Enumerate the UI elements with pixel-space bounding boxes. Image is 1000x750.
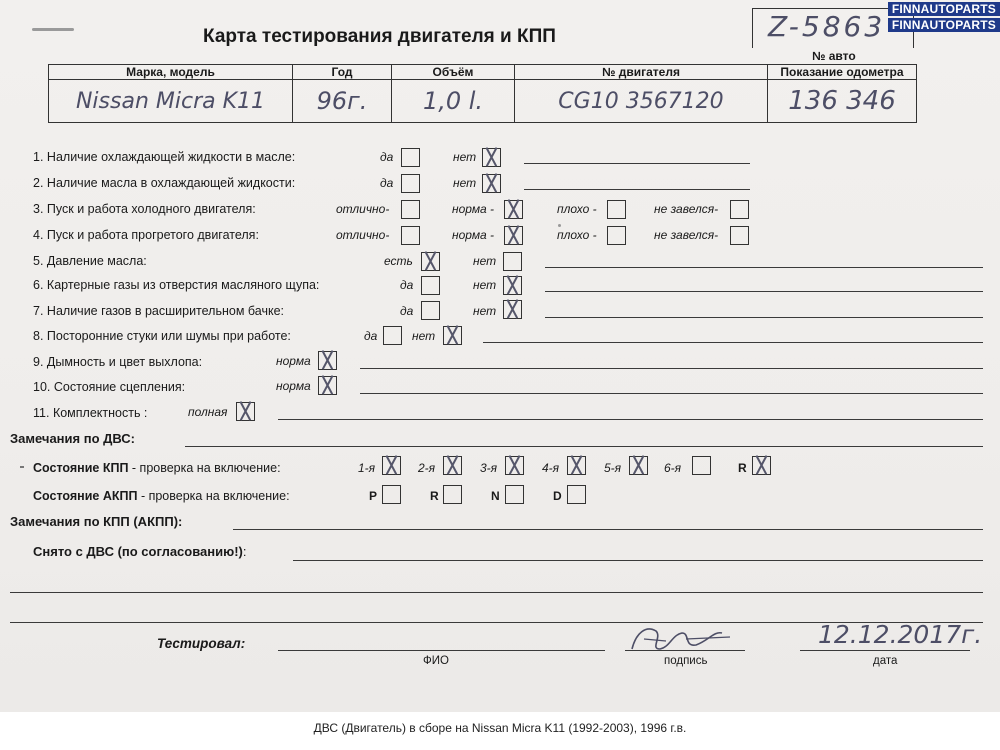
item-6-da-checkbox[interactable] <box>421 276 440 295</box>
item-11-notes-line <box>278 419 983 420</box>
dvs-remarks-line <box>185 446 983 447</box>
akpp-p-label: P <box>369 489 378 503</box>
gear-6-label: 6-я <box>664 461 682 475</box>
vehicle-info-table <box>48 64 917 123</box>
item-1-da-label: да <box>380 150 394 164</box>
watermark-line-1: FINNAUTOPARTS <box>888 2 1000 16</box>
item-11-polnaya-checkbox[interactable] <box>236 402 255 421</box>
fio-label: ФИО <box>423 655 449 667</box>
item-1: 1. Наличие охлаждающей жидкости в масле: <box>33 150 296 164</box>
item-4-ne-zavelsya-label: не завелся- <box>654 228 719 242</box>
gear-5-checkbox[interactable] <box>629 456 648 475</box>
item-8-da-label: да <box>364 329 378 343</box>
item-5-notes-line <box>545 267 983 268</box>
akpp-p-checkbox[interactable] <box>382 485 401 504</box>
item-9-norma-label: норма <box>276 354 311 368</box>
akpp-state-label: Состояние АКПП - проверка на включение: <box>33 489 290 503</box>
item-3-norma-label: норма - <box>452 202 495 216</box>
item-6-da-label: да <box>400 278 414 292</box>
akpp-n-checkbox[interactable] <box>505 485 524 504</box>
signature-label: подпись <box>664 655 708 667</box>
item-3-ploho-label: плохо - <box>557 202 597 216</box>
item-7: 7. Наличие газов в расширительном бачке: <box>33 304 285 318</box>
item-5-est-label: есть <box>384 254 413 268</box>
item-1-net-checkbox[interactable] <box>482 148 501 167</box>
pencil-dot <box>20 466 24 468</box>
item-2-da-checkbox[interactable] <box>401 174 420 193</box>
item-10-norma-checkbox[interactable] <box>318 376 337 395</box>
dvs-remarks-heading: Замечания по ДВС: <box>10 431 135 446</box>
item-5-net-label: нет <box>473 254 497 268</box>
item-4: 4. Пуск и работа прогретого двигателя: <box>33 228 259 242</box>
item-7-net-checkbox[interactable] <box>503 300 522 319</box>
value-year-cell <box>293 80 392 123</box>
item-7-da-label: да <box>400 304 414 318</box>
item-9-notes-line <box>360 368 983 369</box>
item-3-ne-zavelsya-label: не завелся- <box>654 202 719 216</box>
item-5-net-checkbox[interactable] <box>503 252 522 271</box>
item-4-norma-label: норма - <box>452 228 495 242</box>
item-4-norma-checkbox[interactable] <box>504 226 523 245</box>
no-auto-label: № авто <box>812 49 856 63</box>
item-4-ne-zavelsya-checkbox[interactable] <box>730 226 749 245</box>
removed-label: Снято с ДВС (по согласованию!): <box>33 544 247 559</box>
item-2-net-checkbox[interactable] <box>482 174 501 193</box>
value-volume: 1,0 l. <box>422 87 484 115</box>
item-3-norma-checkbox[interactable] <box>504 200 523 219</box>
col-engine-number: № двигателя <box>515 65 768 80</box>
pencil-dot <box>558 224 561 227</box>
value-engine-number: CG10 3567120 <box>558 88 724 114</box>
item-6-notes-line <box>545 291 983 292</box>
value-make-model-cell <box>49 80 293 123</box>
gear-r-checkbox[interactable] <box>752 456 771 475</box>
item-5: 5. Давление масла: <box>33 254 147 268</box>
akpp-r-checkbox[interactable] <box>443 485 462 504</box>
item-4-otlichno-checkbox[interactable] <box>401 226 420 245</box>
item-10: 10. Состояние сцепления: <box>33 380 186 394</box>
value-odometer: 136 346 <box>788 86 896 116</box>
removed-line-1 <box>293 560 983 561</box>
item-3: 3. Пуск и работа холодного двигателя: <box>33 202 256 216</box>
item-9-norma-checkbox[interactable] <box>318 351 337 370</box>
item-8-da-checkbox[interactable] <box>383 326 402 345</box>
item-11: 11. Комплектность : <box>33 406 148 420</box>
value-odometer-cell <box>768 80 917 123</box>
gear-2-checkbox[interactable] <box>443 456 462 475</box>
item-2-notes-line <box>524 189 750 190</box>
kpp-state-label: Состояние КПП - проверка на включение: <box>33 461 281 475</box>
item-9: 9. Дымность и цвет выхлопа: <box>33 355 203 369</box>
item-8-net-checkbox[interactable] <box>443 326 462 345</box>
gear-1-checkbox[interactable] <box>382 456 401 475</box>
akpp-d-checkbox[interactable] <box>567 485 586 504</box>
col-odometer: Показание одометра <box>768 65 917 80</box>
date-value: 12.12.2017г. <box>818 620 983 649</box>
gear-3-label: 3-я <box>480 461 498 475</box>
date-label: дата <box>873 655 898 667</box>
auto-number-value: Z-5863 <box>768 10 886 43</box>
item-6-net-checkbox[interactable] <box>503 276 522 295</box>
gear-3-checkbox[interactable] <box>505 456 524 475</box>
col-year: Год <box>293 65 392 80</box>
fio-line <box>278 650 605 651</box>
gear-r-label: R <box>738 461 747 475</box>
item-4-ploho-label: плохо - <box>557 228 597 242</box>
item-11-polnaya-label: полная <box>188 405 228 419</box>
form-title: Карта тестирования двигателя и КПП <box>203 26 556 47</box>
item-7-da-checkbox[interactable] <box>421 301 440 320</box>
item-6-net-label: нет <box>473 278 497 292</box>
item-3-ne-zavelsya-checkbox[interactable] <box>730 200 749 219</box>
item-8: 8. Посторонние стуки или шумы при работе: <box>33 329 291 343</box>
gear-4-checkbox[interactable] <box>567 456 586 475</box>
kpp-remarks-heading: Замечания по КПП (АКПП): <box>10 514 183 529</box>
item-8-net-label: нет <box>412 329 436 343</box>
item-10-norma-label: норма <box>276 379 311 393</box>
gear-1-label: 1-я <box>358 461 376 475</box>
akpp-r-label: R <box>430 489 439 503</box>
value-engine-number-cell <box>515 80 768 123</box>
staple-mark <box>32 28 74 31</box>
item-3-ploho-checkbox[interactable] <box>607 200 626 219</box>
item-10-notes-line <box>360 393 983 394</box>
signature-mark <box>626 619 736 659</box>
value-make-model: Nissan Micra K11 <box>75 88 266 114</box>
akpp-d-label: D <box>553 489 562 503</box>
item-4-otlichno-label: отлично- <box>336 228 390 242</box>
item-3-otlichno-checkbox[interactable] <box>401 200 420 219</box>
tested-by-label: Тестировал: <box>157 636 246 651</box>
value-volume-cell <box>392 80 515 123</box>
item-2-net-label: нет <box>453 176 477 190</box>
item-4-ploho-checkbox[interactable] <box>607 226 626 245</box>
watermark-line-2: FINNAUTOPARTS <box>888 18 1000 32</box>
item-2-da-label: да <box>380 176 394 190</box>
removed-line-2 <box>10 592 983 593</box>
kpp-remarks-line <box>233 529 983 530</box>
item-1-net-label: нет <box>453 150 477 164</box>
date-line <box>800 650 970 651</box>
col-volume: Объём <box>392 65 515 80</box>
item-1-notes-line <box>524 163 750 164</box>
gear-6-checkbox[interactable] <box>692 456 711 475</box>
akpp-n-label: N <box>491 489 500 503</box>
item-3-otlichno-label: отлично- <box>336 202 390 216</box>
gear-4-label: 4-я <box>542 461 560 475</box>
item-2: 2. Наличие масла в охлаждающей жидкости: <box>33 176 296 190</box>
item-8-notes-line <box>483 342 983 343</box>
item-1-da-checkbox[interactable] <box>401 148 420 167</box>
caption: ДВС (Двигатель) в сборе на Nissan Micra K11 (1992-2003), 1996 г.в. <box>313 721 687 735</box>
item-7-notes-line <box>545 317 983 318</box>
value-year: 96г. <box>316 87 368 115</box>
col-make-model: Марка, модель <box>49 65 293 80</box>
item-6: 6. Картерные газы из отверстия масляного щупа: <box>33 278 320 292</box>
item-7-net-label: нет <box>473 304 497 318</box>
gear-5-label: 5-я <box>604 461 622 475</box>
gear-2-label: 2-я <box>418 461 436 475</box>
item-5-est-checkbox[interactable] <box>421 252 440 271</box>
